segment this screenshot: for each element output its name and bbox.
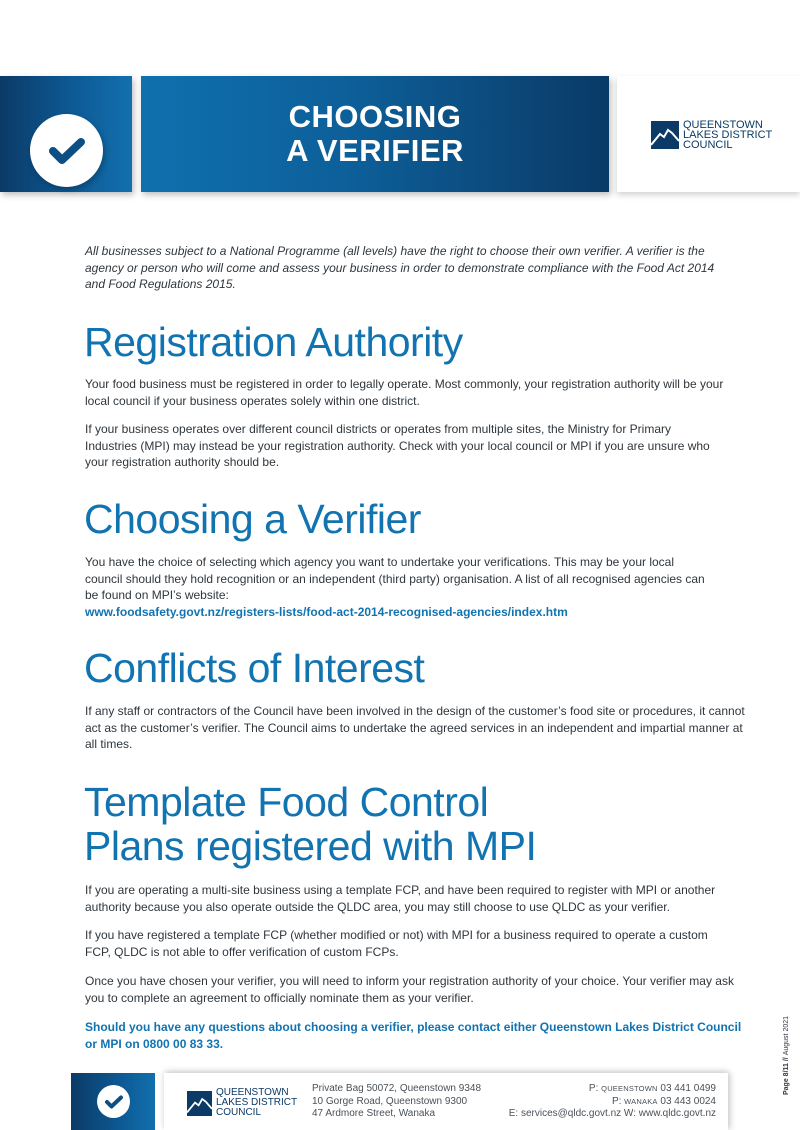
paragraph: If your business operates over different council districts or operates from multiple sites, the Ministry for Primary Industries (MPI) may instead be your registration authority. Check with your local council or MPI if you are unsure who your registration authority should be.: [85, 422, 710, 469]
header-icon-panel: [0, 76, 132, 192]
page-title-line1: CHOOSING: [288, 99, 462, 134]
footer-qldc-logo: [187, 1088, 297, 1118]
phone-queenstown: P: QUEENSTOWN 03 441 0499: [588, 1083, 716, 1094]
page-title: [140, 100, 610, 168]
paragraph: If you are operating a multi-site business using a template FCP, and have been required to register with MPI or another authority because you also operate outside the QLDC area, you may still choose to use QLDC as your verifier.: [85, 883, 716, 914]
heading-template-fcp: Template Food Control Plans registered with MPI: [84, 779, 537, 869]
page-title-line2: A VERIFIER: [286, 133, 464, 168]
logo-text: QUEENSTOWN LAKES DISTRICT COUNCIL: [683, 119, 773, 151]
paragraph: If you have registered a template FCP (whether modified or not) with MPI for a business required to operate a custom FCP, QLDC is not able to offer verification of custom FCPs.: [85, 928, 708, 959]
paragraph: Once you have chosen your verifier, you will need to inform your registration authority of your choice. Your verifier may ask you to complete an agreement to officially nominate them as your verifier.: [85, 974, 734, 1005]
paragraph: You have the choice of selecting which agency you want to undertake your verifications. This may be your local council should they hold recognition or an independent (third party) organisation. A list of all recognised agencies can be found on MPI’s website:: [85, 555, 705, 602]
heading-registration-authority: Registration Authority: [84, 319, 463, 365]
paragraph: If any staff or contractors of the Council have been involved in the design of the customer’s food site or procedures, it cannot act as the customer’s verifier. The Council aims to undertake the agreed services in an independent and impartial manner at all times.: [85, 704, 745, 751]
footer-logo-text: QUEENSTOWN LAKES DISTRICT COUNCIL: [216, 1087, 298, 1118]
footer-contact: [509, 1083, 716, 1121]
page-number: Page 8/11 // August 2021: [783, 1015, 790, 1095]
choosing-verifier-block: [85, 554, 705, 620]
mountain-logo-icon: [187, 1091, 212, 1116]
recognised-agencies-link[interactable]: www.foodsafety.govt.nz/registers-lists/food-act-2014-recognised-agencies/index.htm: [85, 604, 568, 619]
phone-wanaka: P: WANAKA 03 443 0024: [611, 1095, 716, 1107]
intro-text: All businesses subject to a National Programme (all levels) have the right to choose their own verifier. A verifier is the agency or person who will come and assess your business in order to demonstrate compliance with the Food Act 2014 and Food Regulations 2015.: [85, 244, 715, 291]
check-circle-icon: [97, 1085, 130, 1118]
check-circle-icon: [30, 114, 103, 187]
mountain-logo-icon: [651, 121, 679, 149]
qldc-logo: [651, 120, 772, 150]
footer-address: Private Bag 50072, Queenstown 9348 10 Gorge Road, Queenstown 9300 47 Ardmore Street, Wanaka: [312, 1083, 482, 1119]
footer-icon-panel: [71, 1073, 155, 1130]
email-website: E: services@qldc.govt.nz W: www.qldc.govt.nz: [508, 1108, 716, 1119]
heading-conflicts-of-interest: Conflicts of Interest: [84, 645, 425, 691]
contact-callout: Should you have any questions about choosing a verifier, please contact either Queenstown Lakes District Council or MPI on 0800 00 83 33.: [85, 1020, 742, 1051]
paragraph: Your food business must be registered in order to legally operate. Most commonly, your registration authority will be your local council if your business operates solely within one district.: [85, 377, 724, 408]
heading-choosing-a-verifier: Choosing a Verifier: [84, 496, 421, 542]
